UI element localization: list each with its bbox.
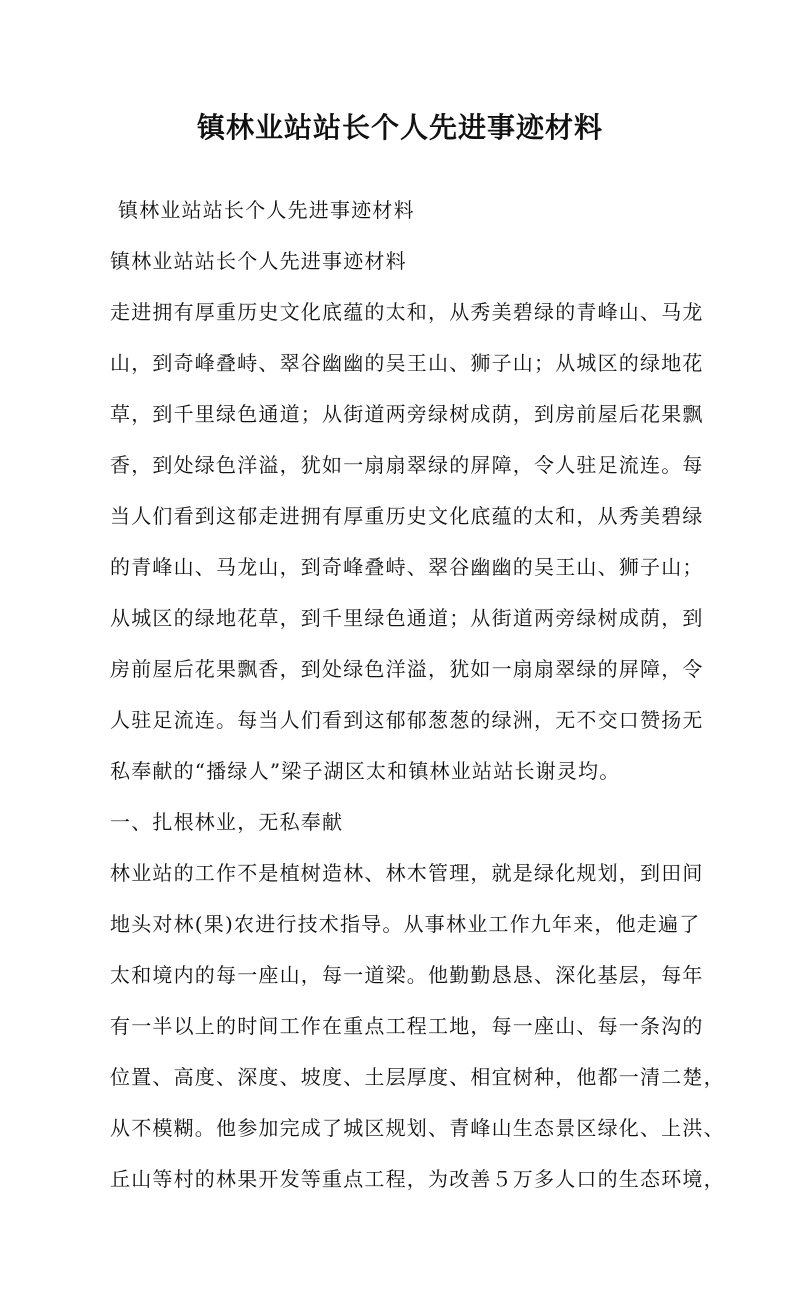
section-heading: 一、扎根林业，无私奉献 [110, 810, 344, 834]
document-title: 镇林业站站长个人先进事迹材料 [196, 111, 603, 144]
body-line: 草，到千里绿色通道；从街道两旁绿树成荫，到房前屋后花果飘 [110, 402, 704, 426]
body-line: 从城区的绿地花草，到千里绿色通道；从街道两旁绿树成荫，到 [110, 606, 704, 630]
body-line: 太和境内的每一座山，每一道梁。他勤勤恳恳、深化基层，每年 [110, 963, 704, 987]
body-line: 房前屋后花果飘香，到处绿色洋溢，犹如一扇扇翠绿的屏障，令 [110, 657, 704, 681]
body-line: 走进拥有厚重历史文化底蕴的太和，从秀美碧绿的青峰山、马龙 [110, 300, 704, 324]
body-line: 当人们看到这郁走进拥有厚重历史文化底蕴的太和，从秀美碧绿 [110, 504, 704, 528]
body-line: 有一半以上的时间工作在重点工程工地，每一座山、每一条沟的 [110, 1014, 704, 1038]
document-body [110, 185, 725, 1205]
body-line-heading: 镇林业站站长个人先进事迹材料 [110, 249, 407, 273]
body-line: 地头对林(果)农进行技术指导。从事林业工作九年来，他走遍了 [110, 912, 701, 936]
body-line: 香，到处绿色洋溢，犹如一扇扇翠绿的屏障，令人驻足流连。每 [110, 453, 704, 477]
body-line: 丘山等村的林果开发等重点工程，为改善５万多人口的生态环境， [110, 1167, 725, 1191]
body-line: 林业站的工作不是植树造林、林木管理，就是绿化规划，到田间 [110, 861, 704, 885]
body-line: 的青峰山、马龙山，到奇峰叠峙、翠谷幽幽的吴王山、狮子山； [110, 555, 704, 579]
body-line: 人驻足流连。每当人们看到这郁郁葱葱的绿洲，无不交口赞扬无 [110, 708, 704, 732]
body-line-subtitle: 镇林业站站长个人先进事迹材料 [118, 198, 415, 222]
body-line: 位置、高度、深度、坡度、土层厚度、相宜树种，他都一清二楚， [110, 1065, 725, 1089]
body-line: 从不模糊。他参加完成了城区规划、青峰山生态景区绿化、上洪、 [110, 1116, 725, 1140]
body-line: 私奉献的“播绿人”梁子湖区太和镇林业站站长谢灵均。 [110, 759, 621, 783]
body-line: 山，到奇峰叠峙、翠谷幽幽的吴王山、狮子山；从城区的绿地花 [110, 351, 704, 375]
